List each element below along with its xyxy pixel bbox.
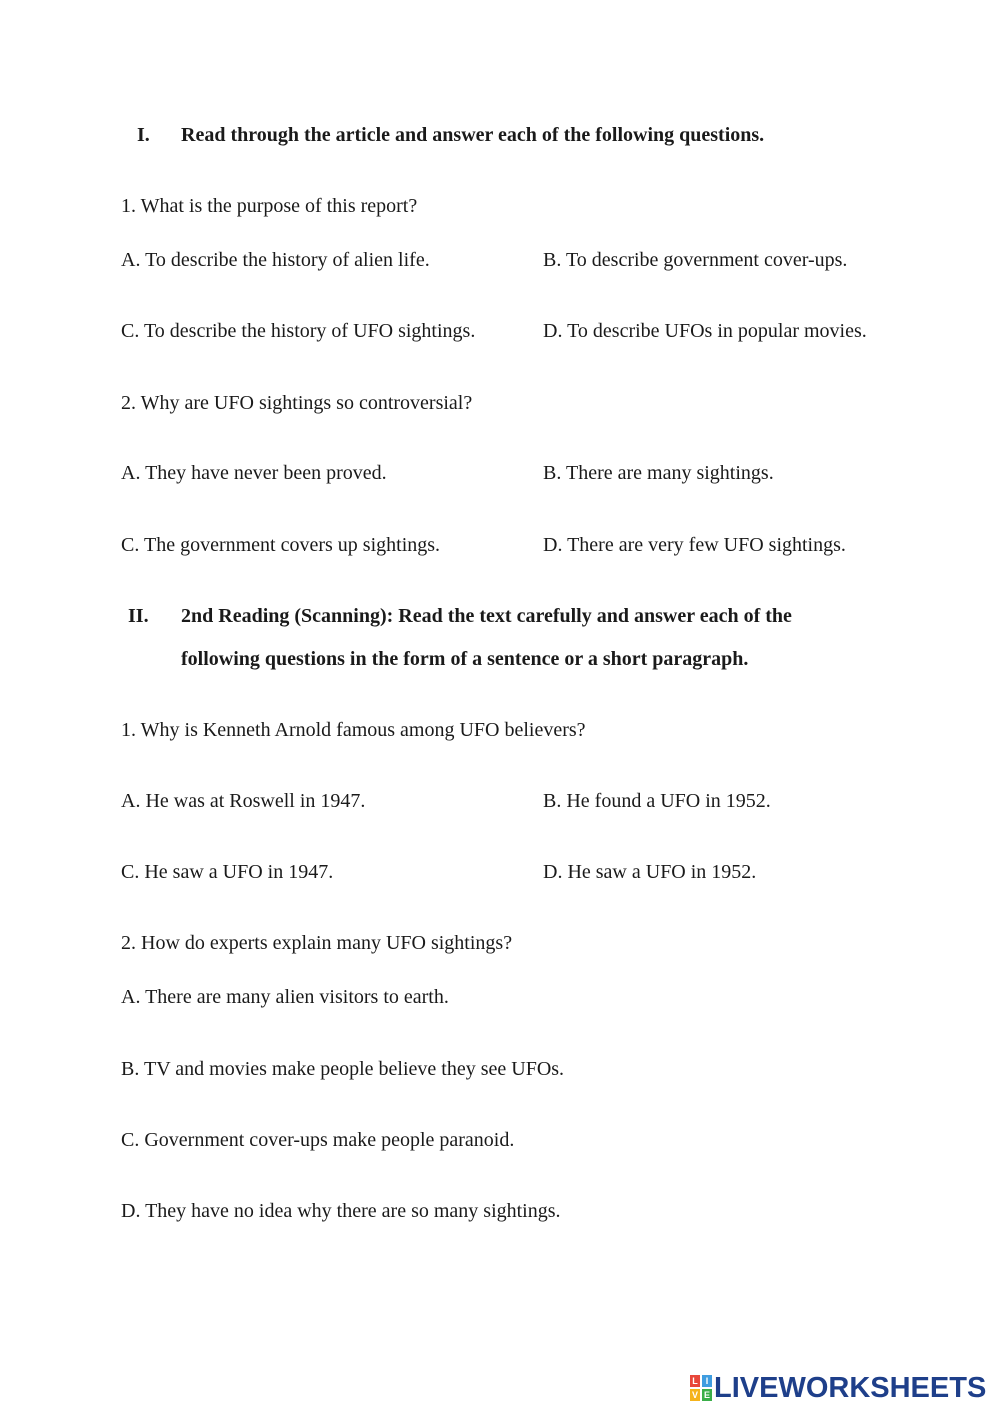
s1-q2-option-a[interactable]: A. They have never been proved. bbox=[121, 462, 387, 484]
s2-q2-option-a[interactable]: A. There are many alien visitors to earth. bbox=[121, 986, 449, 1008]
s2-q2-question: 2. How do experts explain many UFO sightings? bbox=[121, 932, 513, 954]
s1-q2-option-c[interactable]: C. The government covers up sightings. bbox=[121, 534, 441, 556]
logo-letter-l: L bbox=[690, 1375, 700, 1387]
logo-text: LIVEWORKSHEETS bbox=[714, 1372, 987, 1404]
s1-q2-question: 2. Why are UFO sightings so controversial? bbox=[121, 392, 473, 414]
section-1-heading: Read through the article and answer each of the following questions. bbox=[181, 124, 765, 146]
s1-q1-option-a[interactable]: A. To describe the history of alien life. bbox=[121, 249, 430, 271]
logo-letter-v: V bbox=[691, 1390, 698, 1400]
s2-q1-question: 1. Why is Kenneth Arnold famous among UFO believers? bbox=[121, 719, 586, 741]
s1-q2-option-b[interactable]: B. There are many sightings. bbox=[543, 462, 774, 484]
s2-q2-option-d[interactable]: D. They have no idea why there are so many sightings. bbox=[121, 1200, 561, 1222]
logo-letter-i: I bbox=[702, 1375, 712, 1387]
s2-q1-option-b[interactable]: B. He found a UFO in 1952. bbox=[543, 790, 771, 812]
s2-q2-option-c[interactable]: C. Government cover-ups make people paranoid. bbox=[121, 1129, 515, 1151]
s1-q1-option-b[interactable]: B. To describe government cover-ups. bbox=[543, 249, 848, 271]
s2-q2-option-b[interactable]: B. TV and movies make people believe they see UFOs. bbox=[121, 1058, 565, 1080]
logo-letter-e: E bbox=[703, 1390, 710, 1400]
s2-q1-option-d[interactable]: D. He saw a UFO in 1952. bbox=[543, 861, 757, 883]
section-1-numeral: I. bbox=[137, 124, 150, 146]
liveworksheets-logo bbox=[690, 1372, 986, 1404]
section-2-numeral: II. bbox=[128, 605, 149, 627]
s1-q1-question: 1. What is the purpose of this report? bbox=[121, 195, 418, 217]
s1-q1-option-c[interactable]: C. To describe the history of UFO sightings. bbox=[121, 320, 476, 342]
s2-q1-option-c[interactable]: C. He saw a UFO in 1947. bbox=[121, 861, 334, 883]
logo-mark-icon bbox=[690, 1375, 712, 1401]
s1-q1-option-d[interactable]: D. To describe UFOs in popular movies. bbox=[543, 320, 867, 342]
section-2-heading-line-2: following questions in the form of a sentence or a short paragraph. bbox=[181, 648, 749, 670]
s2-q1-option-a[interactable]: A. He was at Roswell in 1947. bbox=[121, 790, 366, 812]
section-2-heading-line-1: 2nd Reading (Scanning): Read the text carefully and answer each of the bbox=[181, 605, 792, 627]
s1-q2-option-d[interactable]: D. There are very few UFO sightings. bbox=[543, 534, 846, 556]
